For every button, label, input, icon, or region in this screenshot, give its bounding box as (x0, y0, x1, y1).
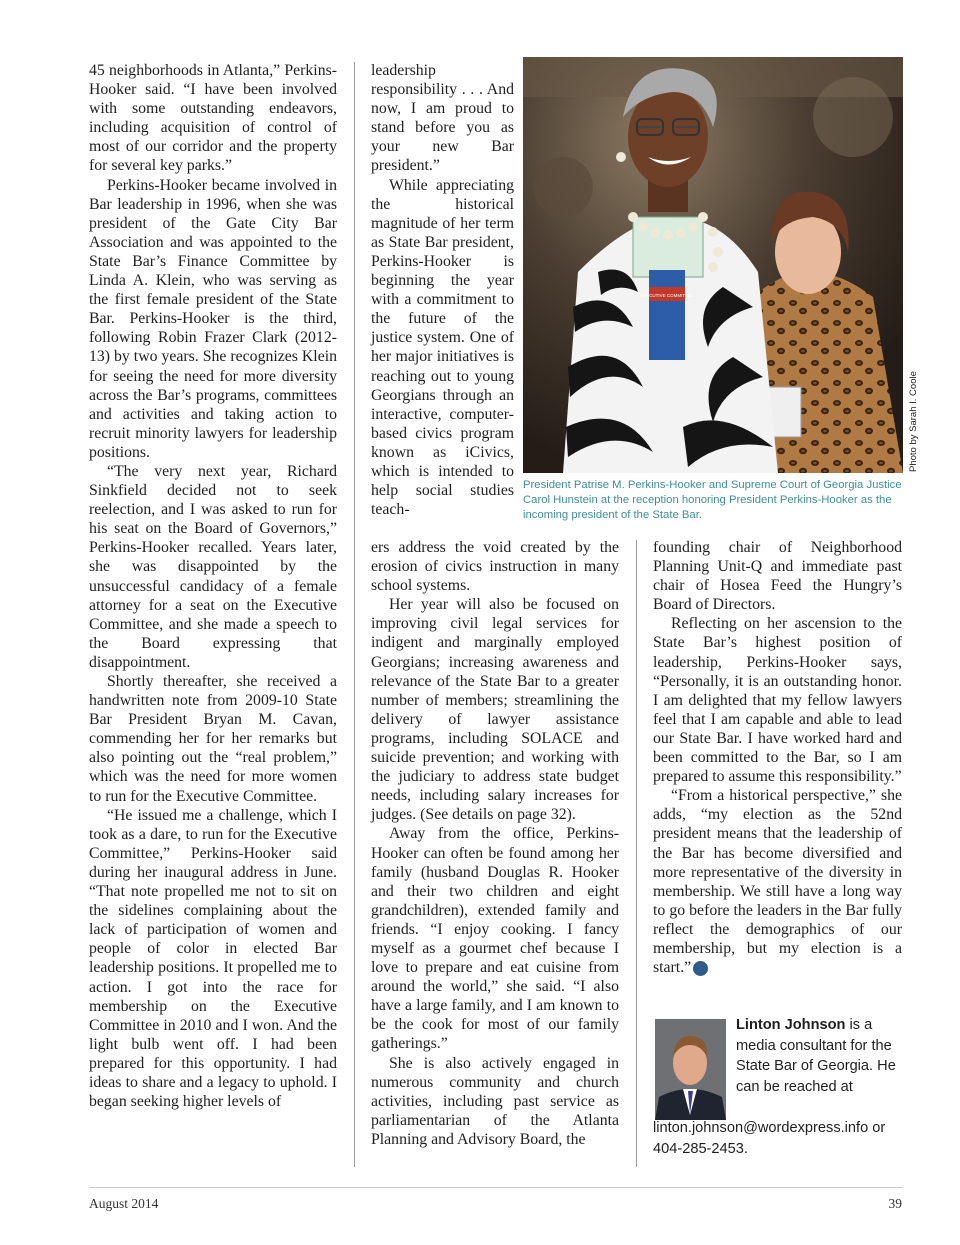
paragraph: Reflecting on her ascension to the State Bar’s highest position of leadership, Perkins-Hooker says, “Personally, it is an outstanding honor. I am delighted that my fellow lawyers feel that I am capable and able to lead our State Bar. I have worked hard and been committed to the Bar, so I am prepared to assume this responsibility.” (653, 615, 902, 786)
column-divider (354, 62, 355, 1167)
article-photo (523, 57, 903, 473)
paragraph: Away from the office, Perkins-Hooker can often be found among her family (husband Douglas R. Hooker and their two children and eight grandchildren), extended family and friends. “I enjoy cooking. I fancy myself as a gourmet chef because I love to prepare and eat cuisine from around the world,” she said. “I also have a large family, and I am known to be the cook for most of our family gatherings.” (371, 825, 619, 1053)
paragraph: “The very next year, Richard Sinkfield decided not to seek reelection, and I was asked to run for his seat on the Board of Governors,” Perkins-Hooker recalled. Years later, she was disappointed by the unsuccessful candidacy of a female attorney for a seat on the Executive Committee, and she made a speech to the Board expressing that disappointment. (89, 462, 337, 671)
paragraph: While appreciating the historical magnitude of her term as State Bar president, Perkins-Hooker is beginning the year with a commitment to the future of the justice system. One of her major initiatives is reaching out to young Georgians through an interactive, computer-based civics program known as iCivics, which is intended to help social studies teach- (371, 176, 514, 519)
author-name: Linton Johnson (736, 1017, 846, 1033)
paragraph: Shortly thereafter, she received a handwritten note from 2009-10 State Bar President Bryan M. Cavan, commending her for her remarks but also pointing out the “real problem,” which was the need for more women to run for the Executive Committee. (89, 673, 337, 805)
photo-credit: Photo by Sarah I. Coole (908, 371, 919, 472)
paragraph: leadership responsibility . . . And now, I am proud to stand before you as your new Bar president.” (371, 62, 514, 175)
end-of-article-icon: GBJ (693, 961, 708, 976)
paragraph-text: “From a historical perspective,” she adds, “my election as the 52nd president means that the leadership of the Bar has become diversified and more representative of the diversity in membership. We still have a long way to go before the leaders in the Bar fully reflect the demographics of our membership, but my election is a start.” (653, 787, 902, 977)
article-column-3 (653, 538, 902, 977)
paragraph: 45 neighborhoods in Atlanta,” Perkins-Hooker said. “I have been involved with some outstanding endeavors, including acquisition of control of most of our corridor and the property for several key parks.” (89, 62, 337, 175)
article-column-1 (89, 61, 337, 1111)
paragraph: She is also actively engaged in numerous community and church activities, including past service as parliamentarian of the Atlanta Planning and Advisory Board, the (371, 1054, 619, 1148)
footer-divider (89, 1187, 903, 1188)
footer-page-number: 39 (888, 1196, 902, 1211)
author-bio (653, 1015, 903, 1159)
article-column-2-top (371, 61, 514, 519)
badge-ribbon-label: EXECUTIVE COMMITTEE (640, 293, 694, 298)
paragraph: founding chair of Neighborhood Planning Unit-Q and immediate past chair of Hosea Feed the Hungry’s Board of Directors. (653, 539, 902, 614)
column-divider (636, 540, 637, 1167)
paragraph: ers address the void created by the erosion of civics instruction in many school systems. (371, 539, 619, 595)
paragraph: Perkins-Hooker became involved in Bar leadership in 1996, when she was president of the Gate City Bar Association and was appointed to the State Bar’s Finance Committee by Linda A. Klein, who was serving as the first female president of the State Bar. Perkins-Hooker is the third, following Robin Frazer Clark (2012-13) by two years. She recognizes Klein for seeing the need for more diversity across the Bar’s programs, committees and activities and taking action to recruit minority lawyers for leadership positions. (89, 176, 337, 461)
footer-issue-date: August 2014 (89, 1196, 159, 1211)
paragraph: Her year will also be focused on improving civil legal services for indigent and marginally employed Georgians; increasing awareness and relevance of the State Bar to a greater number of members; streamlining the delivery of lawyer assistance programs, including SOLACE and suicide prevention; and working with the judiciary to address state budget needs, including salary increases for judges. (See details on page 32). (371, 596, 619, 824)
author-description: is a media consultant for the State Bar of Georgia. He can be reached at linton.johnson@wordexpress.info or 404-285-2453. (653, 1017, 896, 1157)
article-column-2-bottom (371, 538, 619, 1149)
photo-illustration (523, 57, 903, 473)
photo-caption: President Patrise M. Perkins-Hooker and Supreme Court of Georgia Justice Carol Hunstein at the reception honoring President Perkins-Hooker as the incoming president of the State Bar. (523, 479, 902, 522)
paragraph (653, 786, 902, 977)
author-photo-space (653, 1015, 736, 1118)
paragraph: “He issued me a challenge, which I took as a dare, to run for the Executive Committee,” Perkins-Hooker said during her inaugural address in June. “That note propelled me not to sit on the sidelines complaining about the lack of participation of women and people of color in elected Bar leadership positions. It propelled me to action. I got into the race for membership on the Executive Committee in 2010 and I won. And the light bulb went off. I had been prepared for this opportunity. I had ideas to share and a legacy to uphold. I began seeking higher levels of (89, 806, 337, 1111)
